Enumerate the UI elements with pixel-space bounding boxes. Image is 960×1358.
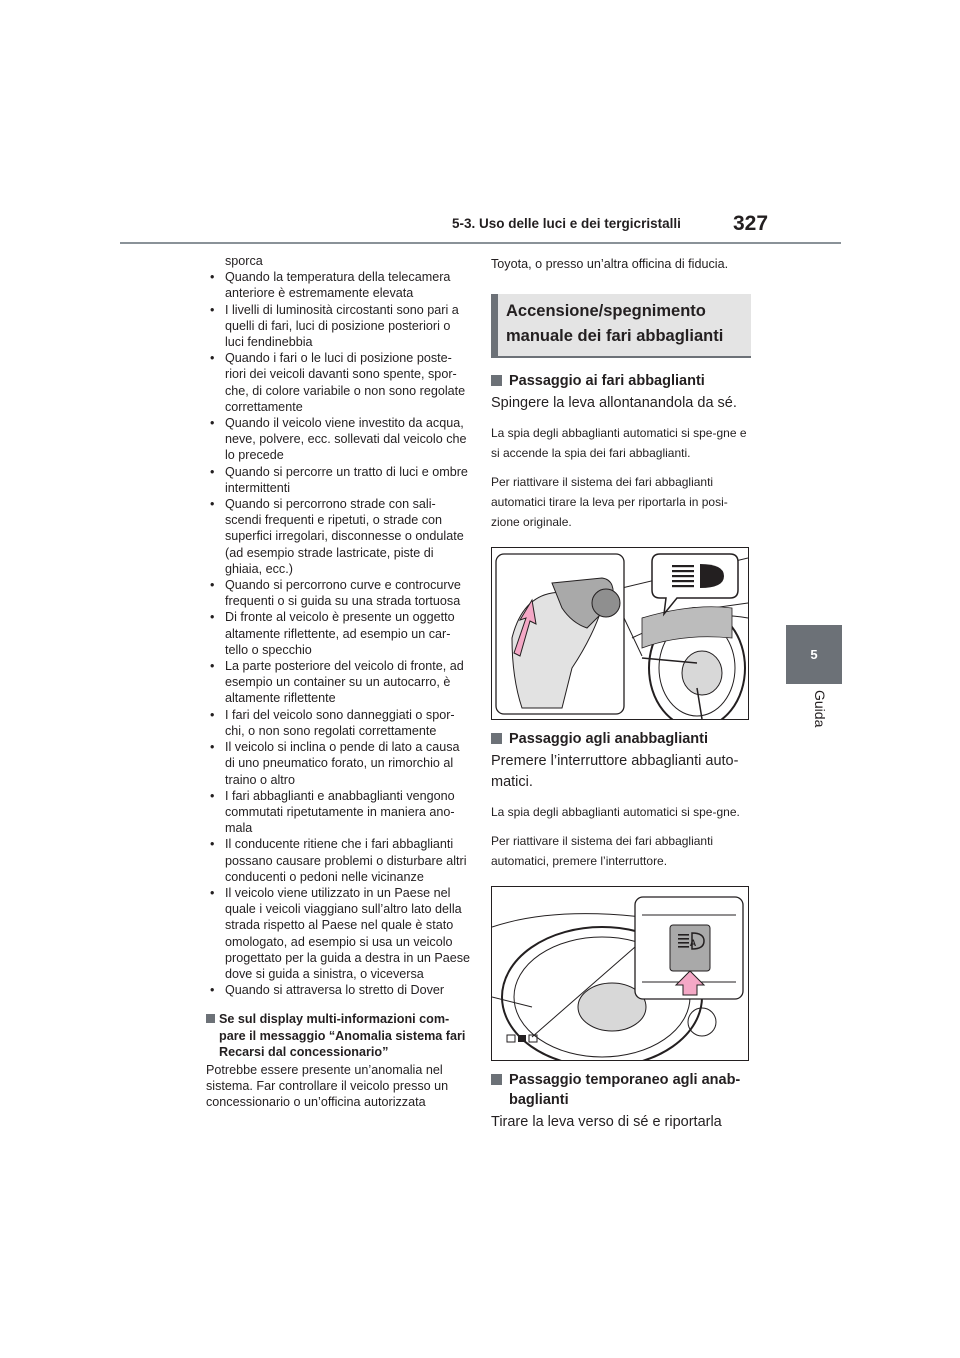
dashboard-illustration xyxy=(492,887,748,1060)
message-heading xyxy=(206,1011,472,1060)
instruction-text: Tirare la leva verso di sé e riportarla xyxy=(491,1114,722,1130)
list-item: • Il veicolo viene utilizzato in un Paese nel quale i veicoli viaggiano sull’altro lato della strada rispetto al Paese nel quale è stato omologato, ad esempio si usa un veicolo progettato per la guida a destra in un Paese dove si guida a sinistra, o viceversa xyxy=(206,885,472,982)
list-item: • I fari abbaglianti e anabbaglianti vengono commutati ripetutamente in maniera ano-mala xyxy=(206,788,472,837)
message-heading-text: Se sul display multi-informazioni com-pare il messaggio “Anomalia sistema fari Recarsi dal concessionario” xyxy=(219,1012,466,1059)
left-column xyxy=(206,253,472,1111)
square-bullet-icon xyxy=(206,1014,215,1023)
lever-illustration xyxy=(492,548,748,719)
list-item: • Di fronte al veicolo è presente un oggetto altamente riflettente, ad esempio un car-tello o specchio xyxy=(206,609,472,658)
note-text: Per riattivare il sistema dei fari abbaglianti automatici, premere l’interruttore. xyxy=(491,834,714,868)
svg-text:A: A xyxy=(689,938,697,948)
subsection-heading-text: Passaggio agli anabbaglianti xyxy=(509,731,709,747)
subsection-heading xyxy=(491,1070,751,1110)
instruction-text: Premere l’interruttore abbaglianti auto-matici. xyxy=(491,753,739,790)
switch-figure xyxy=(491,886,749,1061)
section-title-box xyxy=(491,294,751,356)
list-item: • I fari del veicolo sono danneggiati o spor-chi, o non sono regolati correttamente xyxy=(206,707,472,739)
list-item: • Il conducente ritiene che i fari abbaglianti possano causare problemi o disturbare altri conducenti o pedoni nelle vicinanze xyxy=(206,836,472,885)
note-text: La spia degli abbaglianti automatici si spe-gne. xyxy=(491,805,740,819)
header-divider xyxy=(120,242,841,244)
section-number: 5 xyxy=(810,647,818,662)
note-text: La spia degli abbaglianti automatici si spe-gne e si accende la spia dei fari abbaglianti. xyxy=(491,426,747,460)
square-bullet-icon xyxy=(491,375,502,386)
subsection-heading-text: Passaggio temporaneo agli anab- xyxy=(509,1072,741,1088)
list-item: • Quando i fari o le luci di posizione poste-riori dei veicoli davanti sono spente, spor-che, di colore variabile o non sono regolate correttamente xyxy=(206,350,472,415)
list-item: • Quando si percorrono curve e controcurve frequenti o si guida su una strada tortuosa xyxy=(206,577,472,609)
instruction-text: Spingere la leva allontanandola da sé. xyxy=(491,395,737,411)
list-item: • Quando si attraversa lo stretto di Dover xyxy=(206,982,472,998)
section-label: Guida xyxy=(812,690,828,728)
section-title-line: manuale dei fari abbaglianti xyxy=(506,327,724,345)
list-item: • Quando si percorrono strade con sali-scendi frequenti e ripetuti, o strade con superfici irregolari, disconnesse o ondulate (ad esempio strade lastricate, piste di ghiaia, ecc.) xyxy=(206,496,472,577)
subsection-heading-text: baglianti xyxy=(509,1092,569,1108)
continuation-text: sporca xyxy=(225,254,263,268)
right-column xyxy=(491,256,751,1133)
square-bullet-icon xyxy=(491,733,502,744)
list-item: • Il veicolo si inclina o pende di lato a causa di uno pneumatico forato, un rimorchio al traino o altro xyxy=(206,739,472,788)
chapter-title: 5-3. Uso delle luci e dei tergicristalli xyxy=(452,216,681,231)
subsection-heading-text: Passaggio ai fari abbaglianti xyxy=(509,373,705,389)
lever-figure xyxy=(491,547,749,720)
list-item: • Quando il veicolo viene investito da acqua, neve, polvere, ecc. sollevati dal veicolo che lo precede xyxy=(206,415,472,464)
section-title-underline xyxy=(491,356,751,358)
list-item: • Quando la temperatura della telecamera anteriore è estremamente elevata xyxy=(206,269,472,301)
continuation-text: Toyota, o presso un’altra officina di fiducia. xyxy=(491,257,729,271)
list-item: • La parte posteriore del veicolo di fronte, ad esempio un container su un autocarro, è altamente riflettente xyxy=(206,658,472,707)
square-bullet-icon xyxy=(491,1074,502,1085)
section-title-line: Accensione/spegnimento xyxy=(506,302,706,320)
note-text: Per riattivare il sistema dei fari abbaglianti automatici tirare la leva per riportarla in posi-zione originale. xyxy=(491,475,728,529)
message-body: Potrebbe essere presente un’anomalia nel sistema. Far controllare il veicolo presso un concessionario o un’officina autorizzata xyxy=(206,1062,449,1110)
section-tab xyxy=(786,625,842,684)
condition-list xyxy=(206,269,472,998)
subsection-heading xyxy=(491,371,751,391)
page-number: 327 xyxy=(733,212,769,235)
list-item: • Quando si percorre un tratto di luci e ombre intermittenti xyxy=(206,464,472,496)
list-item: • I livelli di luminosità circostanti sono pari a quelli di fari, luci di posizione posteriori o luci fendinebbia xyxy=(206,302,472,351)
subsection-heading xyxy=(491,729,751,749)
